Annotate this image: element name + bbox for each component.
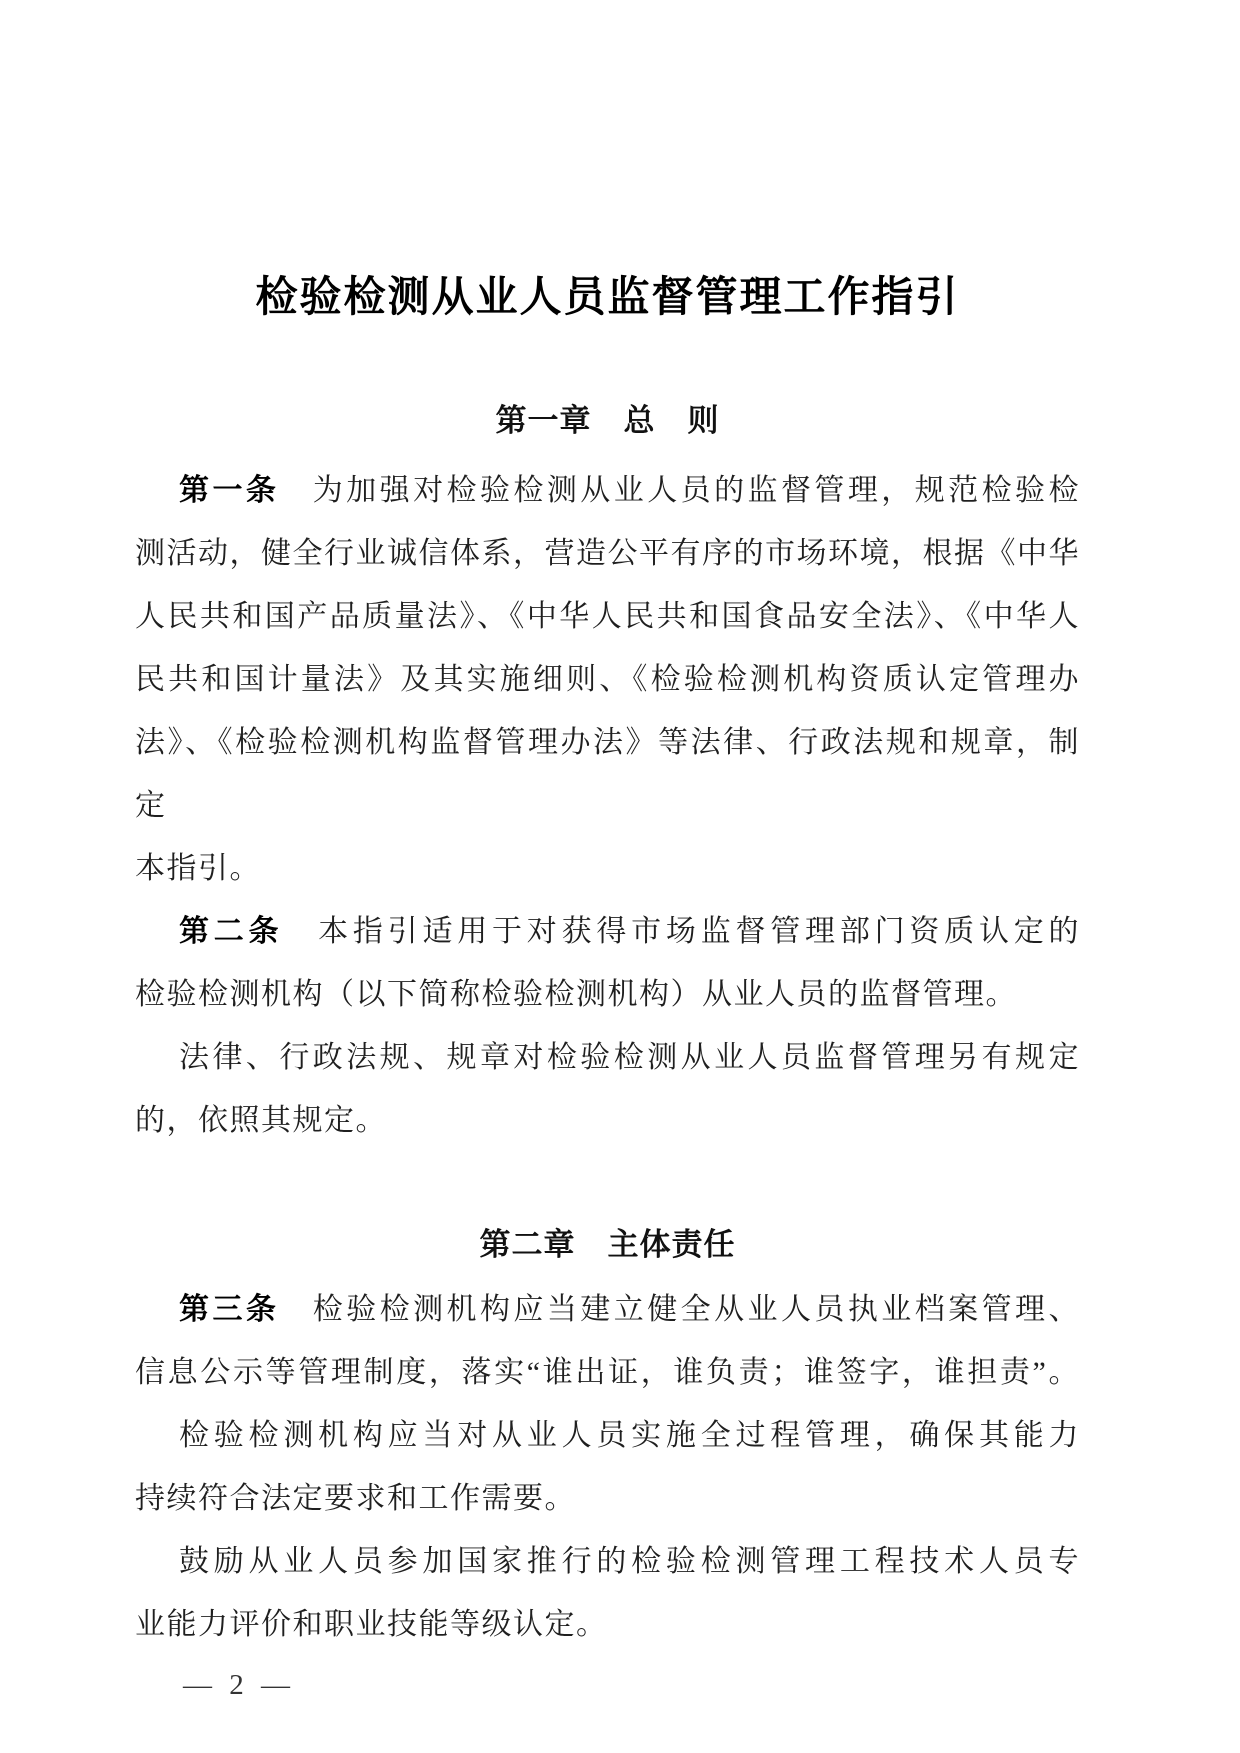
paragraph [135,1278,1080,1404]
text-line: 第一条 为加强对检验检测从业人员的监督管理，规范检验检 [179,474,1081,507]
text-line: 测活动，健全行业诚信体系，营造公平有序的市场环境，根据《中华 [135,537,1080,570]
text-line: 信息公示等管理制度，落实“谁出证，谁负责；谁签字，谁担责”。 [135,1356,1080,1389]
text-line: 法》、《检验检测机构监督管理办法》等法律、行政法规和规章，制定 [135,726,1080,822]
article-number: 第三条 [179,1293,280,1326]
paragraph [135,1530,1080,1656]
paragraph [135,1404,1080,1530]
text-line: 鼓励从业人员参加国家推行的检验检测管理工程技术人员专 [179,1545,1080,1578]
document-body [135,398,1080,1656]
chapter-heading: 第一章 总 则 [495,403,720,438]
text-line: 人民共和国产品质量法》、《中华人民共和国食品安全法》、《中华人 [135,600,1080,633]
paragraph [135,900,1080,1026]
article-number: 第一条 [179,474,280,507]
text-line: 的，依照其规定。 [135,1104,387,1137]
text-line: 第三条 检验检测机构应当建立健全从业人员执业档案管理、 [179,1293,1081,1326]
text-line: 法律、行政法规、规章对检验检测从业人员监督管理另有规定 [179,1041,1080,1074]
page-number: — 2 — [183,1669,290,1701]
text-line: 检验检测机构（以下简称检验检测机构）从业人员的监督管理。 [135,978,1017,1011]
text-line: 检验检测机构应当对从业人员实施全过程管理，确保其能力 [179,1419,1080,1452]
text-line: 持续符合法定要求和工作需要。 [135,1482,576,1515]
document-title: 检验检测从业人员监督管理工作指引 [255,273,960,320]
text-line: 民共和国计量法》及其实施细则、《检验检测机构资质认定管理办 [135,663,1080,696]
text-line: 业能力评价和职业技能等级认定。 [135,1608,608,1641]
paragraph [135,1026,1080,1152]
text-line: 第二条 本指引适用于对获得市场监督管理部门资质认定的 [179,915,1081,948]
chapter-heading: 第二章 主体责任 [479,1227,736,1262]
paragraph [135,459,1080,900]
text-line: 本指引。 [135,852,261,885]
article-number: 第二条 [179,915,284,948]
